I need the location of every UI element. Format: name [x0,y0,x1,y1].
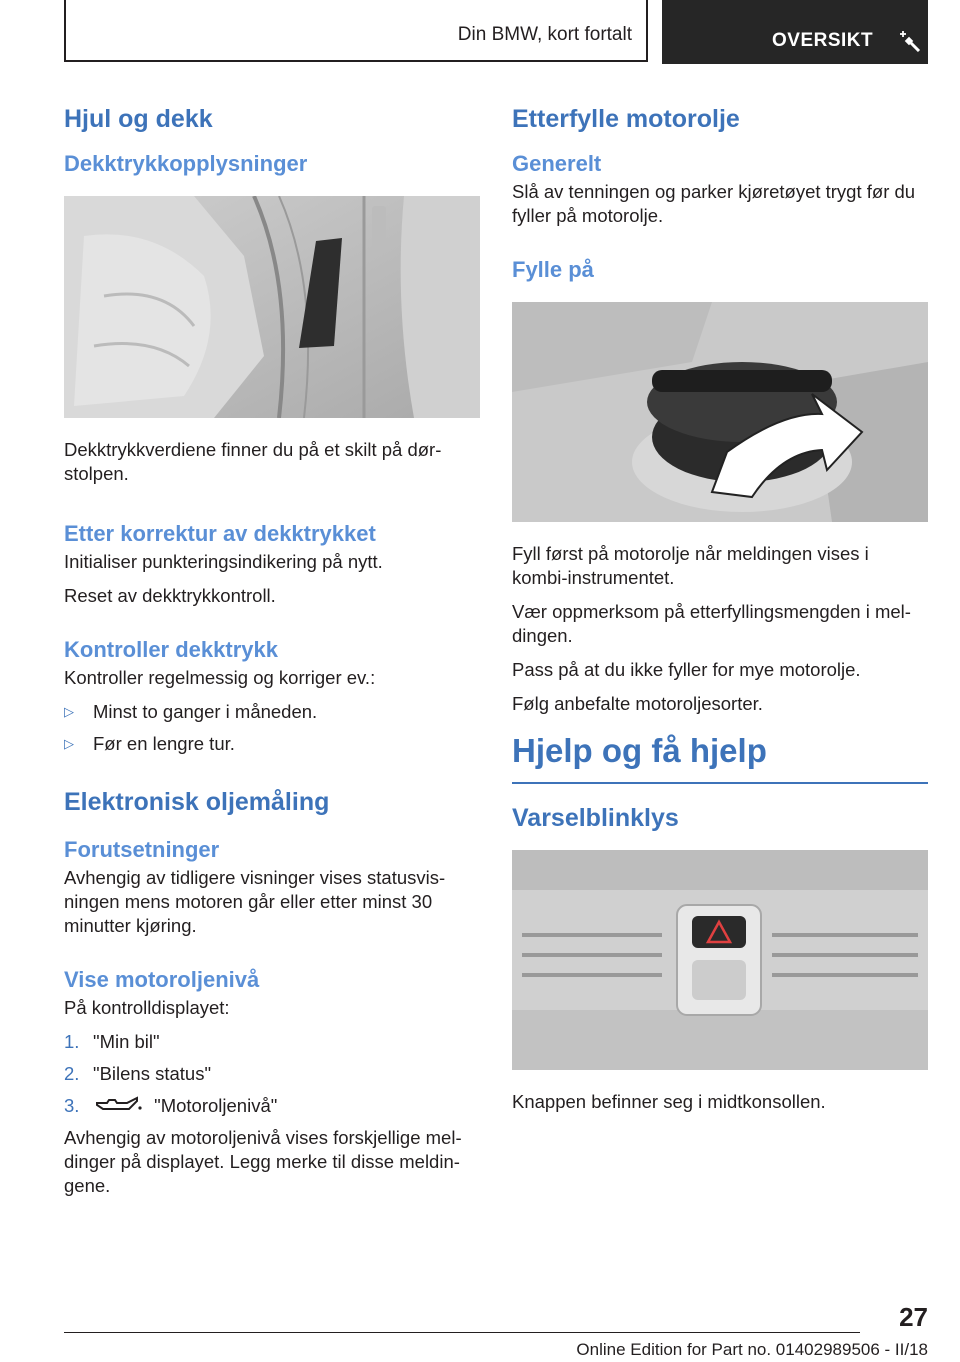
bullet-triangle-icon: ▷ [64,736,74,751]
left-column [64,100,480,1208]
footer-divider [64,1332,860,1333]
paragraph: Reset av dekktrykkontroll. [64,585,276,606]
paragraph: Initialiser punkteringsindikering på nytt. [64,551,383,572]
door-pillar-figure [64,196,480,418]
paragraph: Avhengig av motoroljenivå vises forskjellige meldinger på displayet. Legg merke til disse meldingene. [64,1127,462,1196]
subheading-after-correction: Etter korrektur av dekktrykket [64,521,376,546]
oil-can-icon [93,1095,143,1115]
list-item: 2. "Bilens status" [64,1063,212,1084]
subheading-prerequisites: Forutsetninger [64,837,220,862]
edition-note: Online Edition for Part no. 01402989506 - II/18 [576,1340,928,1359]
tire-info-caption: Dekktrykkverdiene finner du på et skilt på dørstolpen. [64,439,442,484]
section-title-oil-measurement: Elektronisk oljemåling [64,788,330,816]
subheading-show-oil-level: Vise motoroljenivå [64,967,260,992]
list-item: 1. "Min bil" [64,1031,160,1052]
subheading-check-pressure: Kontroller dekktrykk [64,637,278,662]
subheading-hazard-lights: Varselblinklys [512,804,679,832]
oil-cap-figure [512,302,928,522]
tab-label: OVERSIKT [772,30,874,51]
page-number: 27 [899,1302,928,1332]
subheading-general: Generelt [512,151,602,176]
chapter-title-help: Hjelp og få hjelp [512,726,928,784]
section-header [64,0,648,62]
paragraph: Fyll først på motorolje når meldingen vises i kombi-instrumentet. [512,543,869,588]
paragraph: Kontroller regelmessig og korriger ev.: [64,667,376,688]
paragraph: Følg anbefalte motoroljesorter. [512,693,763,714]
section-title-refill-oil: Etterfylle motorolje [512,105,740,133]
list-item: ▷ Minst to ganger i måneden. [64,701,318,722]
overview-tab[interactable] [662,0,928,64]
paragraph: Pass på at du ikke fyller for mye motorolje. [512,659,861,680]
list-item: 3. "Motoroljenivå" [64,1095,278,1116]
hazard-button-figure [512,850,928,1070]
section-title: Din BMW, kort fortalt [457,24,632,45]
section-title-wheels: Hjul og dekk [64,105,213,133]
subheading-fill: Fylle på [512,257,594,282]
paragraph: Knappen befinner seg i midtkonsollen. [512,1091,826,1112]
paragraph: På kontrolldisplayet: [64,997,230,1018]
right-column [512,100,928,1124]
paragraph: Slå av tenningen og parker kjøretøyet trygt før du fyller på motorolje. [512,181,916,226]
bullet-triangle-icon: ▷ [64,704,74,719]
paragraph: Avhengig av tidligere visninger vises statusvisningen mens motoren går eller etter minst 30 minutter kjøring. [64,867,446,936]
subheading-tire-info: Dekktrykkopplysninger [64,151,308,176]
page-header [64,0,928,66]
list-item: ▷ Før en lengre tur. [64,733,235,754]
overview-icon [898,30,922,52]
paragraph: Vær oppmerksom på etterfyllingsmengden i meldingen. [512,601,911,646]
